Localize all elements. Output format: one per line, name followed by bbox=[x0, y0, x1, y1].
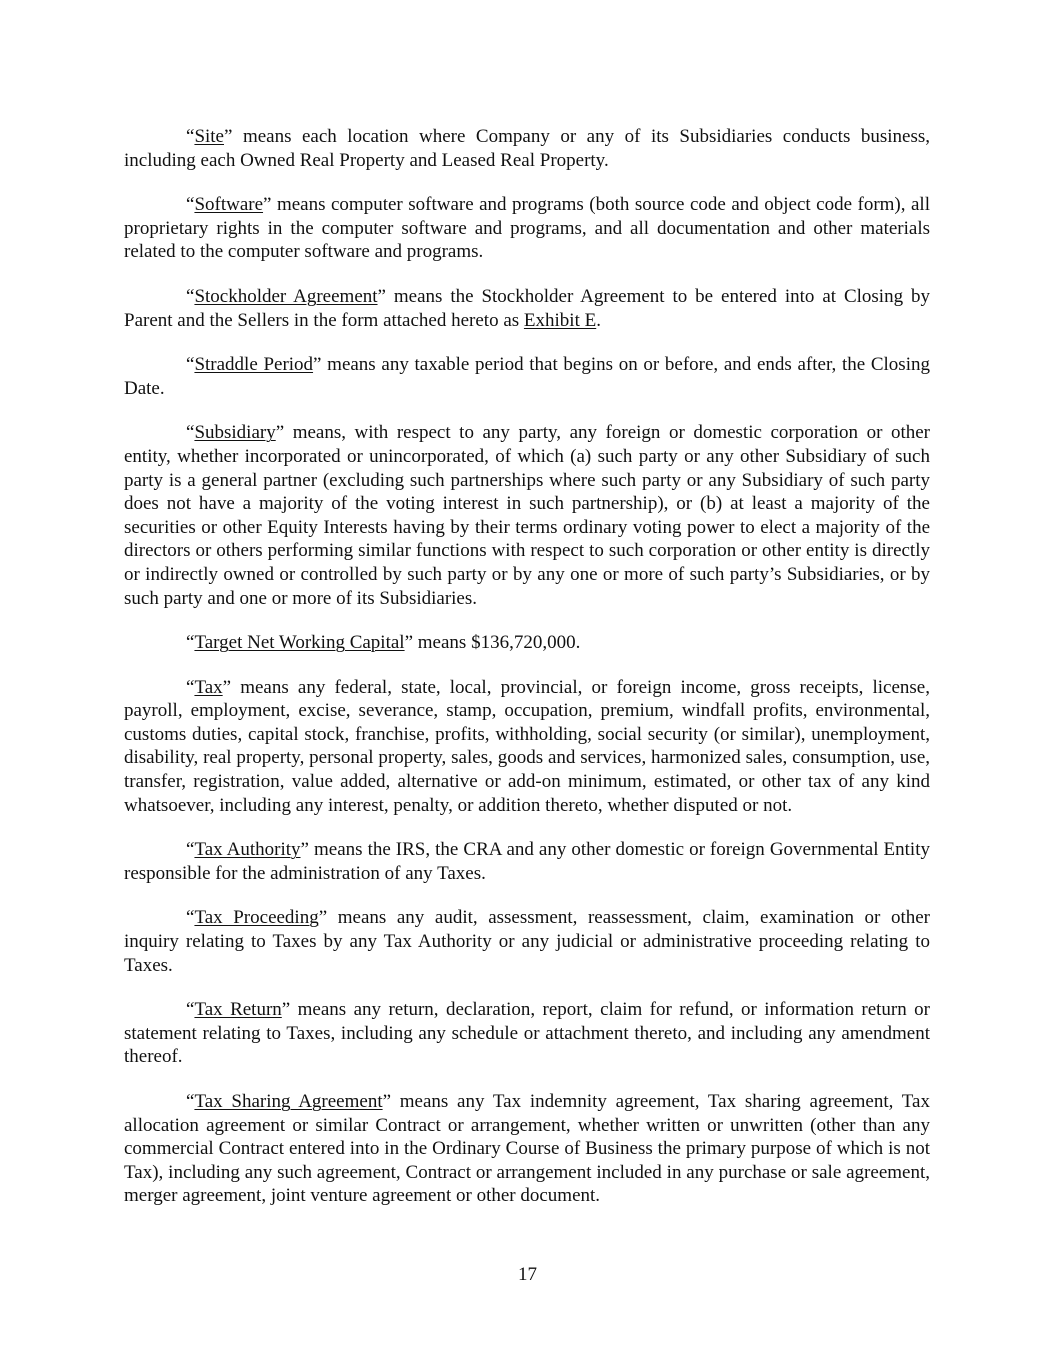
definition-tax bbox=[124, 676, 930, 818]
document-body bbox=[124, 125, 930, 1229]
definition-text: ” means any federal, state, local, provincial, or foreign income, gross receipts, license, payroll, employment, excise, severance, stamp, occupation, premium, windfall profits, environmental, customs duties, capital stock, franchise, profits, withholding, social security (or similar), unemployment, disability, real property, personal property, sales, goods and services, harmonized sales, consumption, use, transfer, registration, value added, alternative or add-on minimum, estimated, or other tax of any kind whatsoever, including any interest, penalty, or addition thereto, whether disputed or not. bbox=[124, 676, 930, 816]
defined-term: Subsidiary bbox=[194, 422, 276, 444]
defined-term: Tax Authority bbox=[194, 839, 301, 861]
defined-term: Site bbox=[194, 126, 224, 147]
definition-software bbox=[124, 193, 930, 264]
open-quote: “ bbox=[186, 676, 195, 698]
definition-text: ” means any taxable period that begins on or before, and ends after, the Closing Date. bbox=[124, 354, 930, 399]
defined-term: Tax Return bbox=[194, 999, 282, 1021]
definition-target-net-working-capital bbox=[124, 631, 930, 655]
definition-tax-sharing-agreement bbox=[124, 1090, 930, 1208]
definition-text: ” means any audit, assessment, reassessment, claim, examination or other inquiry relating to Taxes by any Tax Authority or any judicial or administrative proceeding relating to Taxes. bbox=[124, 907, 930, 976]
open-quote: “ bbox=[186, 354, 195, 376]
open-quote: “ bbox=[186, 422, 195, 444]
definition-text: ” means, with respect to any party, any foreign or domestic corporation or other entity, whether incorporated or unincorporated, of which (a) such party or any other Subsidiary of such party is a general partner (excluding such partnerships where such party or any Subsidiary of such party does not have a majority of the voting interest in such partnership), or (b) at least a majority of the securities or other Equity Interests having by their terms ordinary voting power to elect a majority of the directors or others performing similar functions with respect to such corporation or other entity is directly or indirectly owned or controlled by such party or by any one or more of such party’s Subsidiaries, or by such party and one or more of its Subsidiaries. bbox=[124, 422, 930, 609]
open-quote: “ bbox=[186, 632, 195, 654]
defined-term: Tax Sharing Agreement bbox=[194, 1091, 383, 1112]
open-quote: “ bbox=[186, 839, 195, 861]
open-quote: “ bbox=[186, 126, 195, 147]
open-quote: “ bbox=[186, 194, 195, 216]
definition-tax-return bbox=[124, 998, 930, 1069]
defined-term: Straddle Period bbox=[194, 354, 314, 376]
definition-text: ” means the IRS, the CRA and any other domestic or foreign Governmental Entity responsible for the administration of any Taxes. bbox=[124, 839, 930, 884]
open-quote: “ bbox=[186, 1091, 195, 1112]
page-number: 17 bbox=[518, 1264, 537, 1285]
open-quote: “ bbox=[186, 907, 195, 929]
definition-text: ” means computer software and programs (both source code and object code form), all proprietary rights in the computer software and programs, and all documentation and other materials related to the computer software and programs. bbox=[124, 194, 930, 263]
definition-tax-proceeding bbox=[124, 906, 930, 977]
exhibit-reference: Exhibit E bbox=[523, 309, 597, 331]
definition-text: ” means any return, declaration, report, claim for refund, or information return or statement relating to Taxes, including any schedule or attachment thereto, and including any amendment thereof. bbox=[124, 999, 930, 1068]
definition-stockholder-agreement bbox=[124, 285, 930, 332]
defined-term: Tax Proceeding bbox=[194, 907, 319, 929]
definition-tax-authority bbox=[124, 838, 930, 885]
definition-site bbox=[124, 125, 930, 172]
definition-tail: . bbox=[596, 309, 601, 331]
defined-term: Tax bbox=[194, 676, 223, 698]
definition-text: ” means the Stockholder Agreement to be entered into at Closing by Parent and the Sellers in the form attached hereto as bbox=[124, 285, 930, 331]
defined-term: Stockholder Agreement bbox=[194, 285, 378, 307]
defined-term: Software bbox=[194, 194, 264, 216]
definition-text: ” means any Tax indemnity agreement, Tax sharing agreement, Tax allocation agreement or similar Contract or arrangement, whether written or unwritten (other than any commercial Contract entered into in the Ordinary Course of Business the primary purpose of which is not Tax), including any such agreement, Contract or arrangement included in any purchase or sale agreement, merger agreement, joint venture agreement or other document. bbox=[124, 1091, 930, 1207]
definition-subsidiary bbox=[124, 421, 930, 610]
defined-term: Target Net Working Capital bbox=[194, 632, 405, 654]
open-quote: “ bbox=[186, 999, 195, 1021]
open-quote: “ bbox=[186, 285, 195, 307]
definition-text: ” means $136,720,000. bbox=[404, 632, 581, 654]
definition-straddle-period bbox=[124, 353, 930, 400]
definition-text: ” means each location where Company or any of its Subsidiaries conducts business, including each Owned Real Property and Leased Real Property. bbox=[124, 126, 930, 171]
